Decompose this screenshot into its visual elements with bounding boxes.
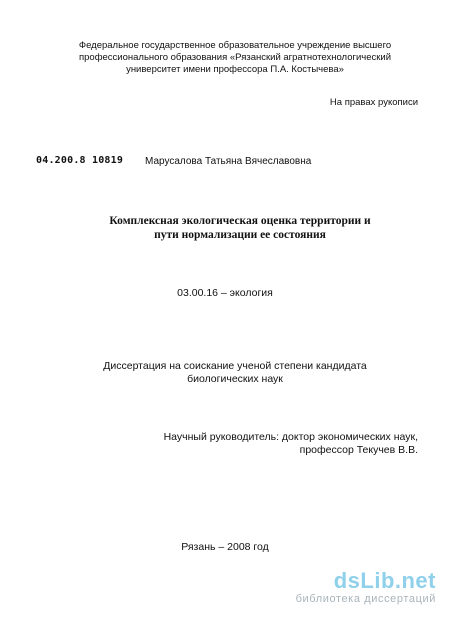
institution-header [60, 40, 410, 76]
manuscript-rights-note: На правах рукописи [329, 97, 418, 108]
specialty-code: 03.00.16 – экология [177, 287, 273, 299]
watermark-logo: dsLib.net [333, 568, 436, 593]
dissertation-title [55, 214, 425, 242]
degree-statement-line-1: Диссертация на соискание ученой степени кандидата [103, 360, 367, 372]
degree-statement [60, 360, 410, 386]
scientific-advisor [118, 431, 418, 457]
scientific-advisor-line-1: Научный руководитель: доктор экономических наук, [163, 431, 418, 443]
author-name: Марусалова Татьяна Вячеславовна [145, 156, 312, 167]
degree-statement-line-2: биологических наук [187, 373, 283, 385]
scientific-advisor-line-2: профессор Текучев В.В. [299, 444, 418, 456]
catalog-number-stamp: 04.200.8 10819 [36, 155, 124, 166]
dslib-watermark[interactable] [296, 570, 436, 606]
dissertation-title-line-1: Комплексная экологическая оценка территории и [109, 215, 371, 227]
dissertation-title-line-2: пути нормализации ее состояния [154, 229, 326, 241]
institution-header-line-3: университет имени профессора П.А. Костычева» [126, 64, 344, 75]
institution-header-line-1: Федеральное государственное образовательное учреждение высшего [78, 40, 392, 51]
watermark-subtitle: библиотека диссертаций [295, 593, 436, 605]
place-and-year: Рязань – 2008 год [181, 541, 269, 553]
institution-header-line-2: профессионального образования «Рязанский агратнотехнологический [78, 52, 392, 63]
